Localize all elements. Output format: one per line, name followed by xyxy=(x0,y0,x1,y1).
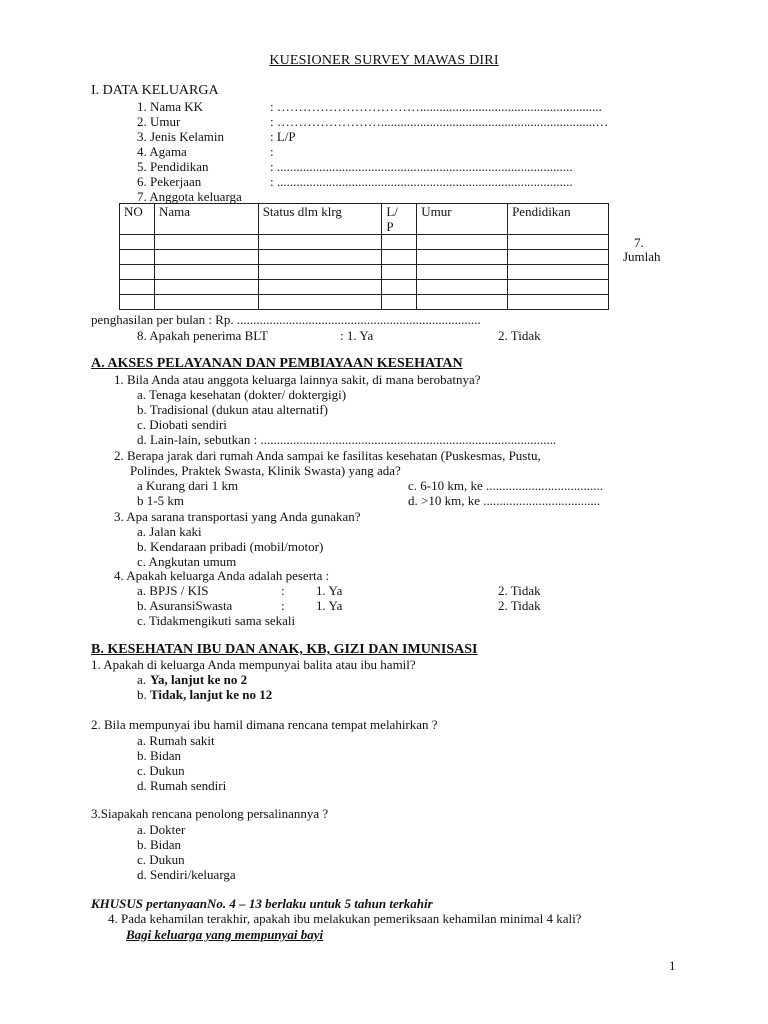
table-cell[interactable] xyxy=(508,280,609,295)
col-header-nama: Nama xyxy=(154,204,258,235)
b-q3-opt-a: a. Dokter xyxy=(137,822,186,837)
table-cell[interactable] xyxy=(120,235,155,250)
col-header-pendidikan: Pendidikan xyxy=(508,204,609,235)
table-row xyxy=(120,250,609,265)
table-cell[interactable] xyxy=(382,295,417,310)
a-q1-opt-d: d. Lain-lain, sebutkan : ........................................................................................... xyxy=(137,432,557,447)
anggota-keluarga-table xyxy=(119,203,609,310)
table-cell[interactable] xyxy=(154,250,258,265)
item-agama-label: 4. Agama xyxy=(137,144,187,159)
item-umur-label: 2. Umur xyxy=(137,114,181,129)
table-cell[interactable] xyxy=(154,235,258,250)
b-q4: 4. Pada kehamilan terakhir, apakah ibu melakukan pemeriksaan kehamilan minimal 4 kali? xyxy=(108,911,582,926)
table-cell[interactable] xyxy=(417,250,508,265)
item-blt-no: 2. Tidak xyxy=(498,328,541,343)
a-q3-opt-c: c. Angkutan umum xyxy=(137,554,237,569)
item-nama-kk-label: 1. Nama KK xyxy=(137,99,204,114)
item-blt-yes: : 1. Ya xyxy=(340,328,374,343)
col-header-no: NO xyxy=(120,204,155,235)
b-q2-opt-b: b. Bidan xyxy=(137,748,182,763)
col-header-status: Status dlm klrg xyxy=(258,204,382,235)
col-header-lp-text: L/ P xyxy=(386,204,398,234)
a-q2-opt-c: c. 6-10 km, ke .................................... xyxy=(408,478,603,493)
section-a-heading: A. AKSES PELAYANAN DAN PEMBIAYAAN KESEHATAN xyxy=(91,356,463,371)
a-q1-opt-a: a. Tenaga kesehatan (dokter/ doktergigi) xyxy=(137,387,347,402)
table-cell[interactable] xyxy=(508,250,609,265)
a-q2-line1: 2. Berapa jarak dari rumah Anda sampai ke fasilitas kesehatan (Puskesmas, Pustu, xyxy=(114,448,541,463)
a-q4-opt-b-label: b. AsuransiSwasta xyxy=(137,598,233,613)
col-header-umur: Umur xyxy=(417,204,508,235)
a-q1: 1. Bila Anda atau anggota keluarga lainnya sakit, di mana berobatnya? xyxy=(114,372,481,387)
b-q1: 1. Apakah di keluarga Anda mempunyai balita atau ibu hamil? xyxy=(91,657,416,672)
table-cell[interactable] xyxy=(417,265,508,280)
b-q1-opt-a-prefix: a. xyxy=(137,672,147,687)
table-row xyxy=(120,295,609,310)
a-q4-opt-a-colon: : xyxy=(281,583,285,598)
section-b-heading: B. KESEHATAN IBU DAN ANAK, KB, GIZI DAN IMUNISASI xyxy=(91,642,478,657)
table-cell[interactable] xyxy=(382,265,417,280)
income-line: penghasilan per bulan : Rp. ........................................................................... xyxy=(91,312,481,327)
table-header-row xyxy=(120,204,609,235)
a-q3-opt-a: a. Jalan kaki xyxy=(137,524,202,539)
item-jenis-kelamin-value: : L/P xyxy=(270,129,296,144)
b-q2-opt-d: d. Rumah sendiri xyxy=(137,778,227,793)
a-q1-opt-c: c. Diobati sendiri xyxy=(137,417,227,432)
table-cell[interactable] xyxy=(258,250,382,265)
b-q2-opt-a: a. Rumah sakit xyxy=(137,733,215,748)
side-note-jumlah: Jumlah xyxy=(623,249,661,264)
table-row xyxy=(120,280,609,295)
b-q3-opt-d: d. Sendiri/keluarga xyxy=(137,867,236,882)
a-q2-opt-b: b 1-5 km xyxy=(137,493,184,508)
table-cell[interactable] xyxy=(154,265,258,280)
table-cell[interactable] xyxy=(120,250,155,265)
item-jenis-kelamin-label: 3. Jenis Kelamin xyxy=(137,129,225,144)
b-q2-opt-c: c. Dukun xyxy=(137,763,185,778)
item-blt-label: 8. Apakah penerima BLT xyxy=(137,328,268,343)
a-q4: 4. Apakah keluarga Anda adalah peserta : xyxy=(114,568,330,583)
side-note-number: 7. xyxy=(634,235,644,250)
b-q3: 3.Siapakah rencana penolong persalinannya ? xyxy=(91,806,329,821)
item-agama-value: : xyxy=(270,144,274,159)
table-cell[interactable] xyxy=(120,280,155,295)
a-q2-opt-d: d. >10 km, ke .................................... xyxy=(408,493,601,508)
table-cell[interactable] xyxy=(382,250,417,265)
b-q1-opt-a: Ya, lanjut ke no 2 xyxy=(150,672,248,687)
item-nama-kk-value: : ……………………………........................................................ xyxy=(270,99,602,114)
a-q2-opt-a: a Kurang dari 1 km xyxy=(137,478,239,493)
b-q4-subheading: Bagi keluarga yang mempunyai bayi xyxy=(126,927,324,942)
item-anggota-keluarga-label: 7. Anggota keluarga xyxy=(137,189,242,204)
a-q4-opt-a-label: a. BPJS / KIS xyxy=(137,583,209,598)
a-q4-opt-a-no: 2. Tidak xyxy=(498,583,541,598)
a-q1-opt-b: b. Tradisional (dukun atau alternatif) xyxy=(137,402,328,417)
a-q4-opt-b-yes: 1. Ya xyxy=(316,598,343,613)
b-q1-opt-b: Tidak, lanjut ke no 12 xyxy=(150,687,273,702)
a-q4-opt-b-colon: : xyxy=(281,598,285,613)
table-cell[interactable] xyxy=(154,295,258,310)
table-cell[interactable] xyxy=(258,265,382,280)
table-cell[interactable] xyxy=(258,235,382,250)
table-cell[interactable] xyxy=(417,280,508,295)
khusus-note: KHUSUS pertanyaanNo. 4 – 13 berlaku untuk 5 tahun terkahir xyxy=(91,896,433,911)
table-row xyxy=(120,265,609,280)
item-umur-value: : ……………………..................................................................… xyxy=(270,114,609,129)
a-q4-opt-b-no: 2. Tidak xyxy=(498,598,541,613)
table-cell[interactable] xyxy=(508,265,609,280)
table-cell[interactable] xyxy=(382,235,417,250)
b-q3-opt-b: b. Bidan xyxy=(137,837,182,852)
a-q4-opt-a-yes: 1. Ya xyxy=(316,583,343,598)
item-pendidikan-value: : ........................................................................................... xyxy=(270,159,573,174)
document-title: KUESIONER SURVEY MAWAS DIRI xyxy=(269,53,499,68)
b-q3-opt-c: c. Dukun xyxy=(137,852,185,867)
b-q1-opt-b-prefix: b. xyxy=(137,687,147,702)
a-q4-opt-c: c. Tidakmengikuti sama sekali xyxy=(137,613,296,628)
table-cell[interactable] xyxy=(508,295,609,310)
item-pekerjaan-label: 6. Pekerjaan xyxy=(137,174,202,189)
a-q3: 3. Apa sarana transportasi yang Anda gunakan? xyxy=(114,509,361,524)
table-cell[interactable] xyxy=(417,295,508,310)
page-number: 1 xyxy=(669,958,676,973)
item-pekerjaan-value: : ........................................................................................... xyxy=(270,174,573,189)
table-cell[interactable] xyxy=(508,235,609,250)
item-pendidikan-label: 5. Pendidikan xyxy=(137,159,209,174)
col-header-lp xyxy=(382,204,417,235)
section-data-keluarga-heading: I. DATA KELUARGA xyxy=(91,83,219,98)
table-cell[interactable] xyxy=(120,265,155,280)
table-cell[interactable] xyxy=(258,295,382,310)
table-cell[interactable] xyxy=(258,280,382,295)
a-q2-line2: Polindes, Praktek Swasta, Klinik Swasta) yang ada? xyxy=(130,463,401,478)
table-row xyxy=(120,235,609,250)
a-q3-opt-b: b. Kendaraan pribadi (mobil/motor) xyxy=(137,539,324,554)
table-cell[interactable] xyxy=(382,280,417,295)
table-cell[interactable] xyxy=(417,235,508,250)
b-q2: 2. Bila mempunyai ibu hamil dimana rencana tempat melahirkan ? xyxy=(91,717,438,732)
table-cell[interactable] xyxy=(154,280,258,295)
table-cell[interactable] xyxy=(120,295,155,310)
